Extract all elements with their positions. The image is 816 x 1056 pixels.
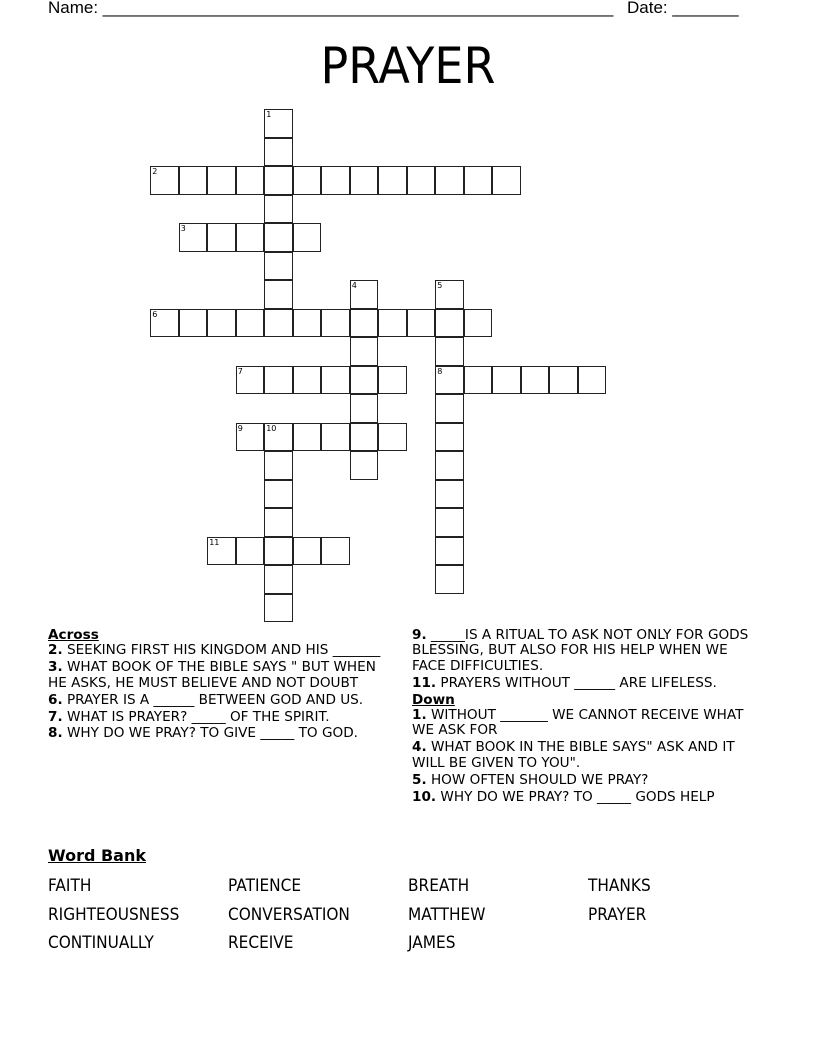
grid-cell[interactable] [350,280,379,309]
clue-number: 11. [412,674,437,691]
clue-text: _____IS A RITUAL TO ASK NOT ONLY FOR GODS BLESSING, BUT ALSO FOR HIS HELP WHEN WE FACE DIFFICULTIES. [412,627,749,674]
word-bank-item: CONVERSATION [228,904,350,924]
cell-number: 11 [209,537,220,547]
grid-cell[interactable] [435,366,464,395]
grid-cell[interactable] [293,537,322,566]
grid-cell[interactable] [350,394,379,423]
word-bank-item: THANKS [588,876,651,895]
clue-across-3 [48,660,398,691]
grid-cell[interactable] [207,223,236,252]
grid-cell[interactable] [236,309,265,338]
grid-cell[interactable] [207,309,236,338]
clue-number: 7. [48,708,63,725]
word-bank-item: BREATH [408,876,470,895]
grid-cell[interactable] [378,166,407,195]
clue-text: WHY DO WE PRAY? TO GIVE _____ TO GOD. [62,725,358,742]
grid-cell[interactable] [264,480,293,509]
cell-number: 9 [237,423,243,433]
clue-text: WITHOUT _______ WE CANNOT RECEIVE WHAT WE ASK FOR [412,707,744,739]
grid-cell[interactable] [350,166,379,195]
grid-cell[interactable] [435,423,464,452]
word-bank-item: CONTINUALLY [48,933,154,952]
grid-cell[interactable] [407,166,436,195]
down-heading: Down [412,691,455,708]
clue-number: 2. [48,642,63,659]
grid-cell[interactable] [236,166,265,195]
grid-cell[interactable] [350,451,379,480]
grid-cell[interactable] [435,166,464,195]
grid-cell[interactable] [321,423,350,452]
clue-down-5 [412,773,762,788]
grid-cell[interactable] [293,423,322,452]
grid-cell[interactable] [293,223,322,252]
cell-number: 7 [237,366,243,376]
name-field-label: Name: ______________________________________________________ [48,0,614,17]
grid-cell[interactable] [264,451,293,480]
grid-cell[interactable] [378,309,407,338]
word-bank-item: MATTHEW [408,904,486,924]
grid-cell[interactable] [350,366,379,395]
grid-cell[interactable] [464,309,493,338]
grid-cell[interactable] [264,223,293,252]
grid-cell[interactable] [293,309,322,338]
grid-cell[interactable] [321,166,350,195]
grid-cell[interactable] [435,537,464,566]
grid-cell[interactable] [435,565,464,594]
clue-number: 3. [48,659,63,676]
cell-number: 8 [437,366,443,376]
cell-number: 4 [351,281,357,291]
grid-cell[interactable] [464,166,493,195]
grid-cell[interactable] [236,423,265,452]
grid-cell[interactable] [150,166,179,195]
clue-text: WHY DO WE PRAY? TO _____ GODS HELP [436,788,715,805]
grid-cell[interactable] [464,366,493,395]
cell-number: 1 [266,110,272,120]
clues-column-right [412,628,762,806]
grid-cell[interactable] [264,166,293,195]
grid-cell[interactable] [293,166,322,195]
grid-cell[interactable] [435,337,464,366]
grid-cell[interactable] [435,280,464,309]
grid-cell[interactable] [236,537,265,566]
grid-cell[interactable] [179,223,208,252]
grid-cell[interactable] [264,252,293,281]
grid-cell[interactable] [378,423,407,452]
grid-cell[interactable] [492,366,521,395]
clue-text: SEEKING FIRST HIS KINGDOM AND HIS _______ [62,642,381,659]
clues-column-left [48,628,398,743]
clue-across-7 [48,710,398,725]
clue-number: 10. [412,788,437,805]
word-bank-item: RIGHTEOUSNESS [48,904,180,924]
word-bank [48,872,768,958]
grid-cell[interactable] [207,166,236,195]
grid-cell[interactable] [378,366,407,395]
grid-cell[interactable] [264,565,293,594]
clue-across-8 [48,726,398,741]
clue-down-1 [412,708,762,739]
clue-text: HOW OFTEN SHOULD WE PRAY? [426,771,649,788]
clue-number: 6. [48,691,63,708]
grid-cell[interactable] [264,537,293,566]
grid-cell[interactable] [264,594,293,623]
clue-number: 4. [412,739,427,756]
clue-number: 8. [48,725,63,742]
grid-cell[interactable] [435,309,464,338]
grid-cell[interactable] [179,166,208,195]
grid-cell[interactable] [578,366,607,395]
cell-number: 10 [266,423,277,433]
grid-cell[interactable] [492,166,521,195]
grid-cell[interactable] [264,508,293,537]
grid-cell[interactable] [350,423,379,452]
clue-text: WHAT BOOK OF THE BIBLE SAYS " BUT WHEN HE ASKS, HE MUST BELIEVE AND NOT DOUBT [48,659,376,691]
grid-cell[interactable] [321,309,350,338]
grid-cell[interactable] [236,366,265,395]
clue-across-6 [48,693,398,708]
across-heading: Across [48,627,99,643]
clue-text: WHAT BOOK IN THE BIBLE SAYS" ASK AND IT WILL BE GIVEN TO YOU". [412,739,735,771]
word-bank-item: JAMES [408,933,456,952]
clue-text: PRAYERS WITHOUT ______ ARE LIFELESS. [436,674,717,691]
clue-number: 5. [412,771,427,788]
clue-number: 9. [412,627,427,643]
page-title: PRAYER [320,37,496,95]
grid-cell[interactable] [264,138,293,167]
clue-across-2 [48,643,398,658]
clue-across-9 [412,628,762,674]
grid-cell[interactable] [350,309,379,338]
word-bank-title: Word Bank [48,846,147,865]
cell-number: 2 [152,167,158,177]
grid-cell[interactable] [264,280,293,309]
grid-cell[interactable] [236,223,265,252]
grid-cell[interactable] [150,309,179,338]
grid-cell[interactable] [179,309,208,338]
grid-cell[interactable] [435,508,464,537]
grid-cell[interactable] [264,195,293,224]
cell-number: 3 [180,224,186,234]
grid-cell[interactable] [549,366,578,395]
date-field-label: Date: _______ [627,0,739,17]
grid-cell[interactable] [264,309,293,338]
grid-cell[interactable] [264,423,293,452]
grid-cell[interactable] [407,309,436,338]
grid-cell[interactable] [207,537,236,566]
word-bank-item: PRAYER [588,904,647,924]
grid-cell[interactable] [321,366,350,395]
word-bank-item: RECEIVE [228,933,294,952]
clue-text: PRAYER IS A ______ BETWEEN GOD AND US. [62,691,364,708]
clue-text: WHAT IS PRAYER? _____ OF THE SPIRIT. [62,708,330,725]
word-bank-item: PATIENCE [228,876,302,895]
clue-across-11 [412,676,762,691]
grid-cell[interactable] [435,480,464,509]
clue-down-4 [412,740,762,771]
clue-down-10 [412,790,762,805]
grid-cell[interactable] [264,366,293,395]
grid-cell[interactable] [521,366,550,395]
grid-cell[interactable] [264,109,293,138]
grid-cell[interactable] [293,366,322,395]
word-bank-item: FAITH [48,876,92,895]
cell-number: 5 [437,281,443,291]
grid-cell[interactable] [321,537,350,566]
clue-number: 1. [412,707,427,724]
grid-cell[interactable] [435,451,464,480]
grid-cell[interactable] [435,394,464,423]
cell-number: 6 [152,309,158,319]
grid-cell[interactable] [350,337,379,366]
